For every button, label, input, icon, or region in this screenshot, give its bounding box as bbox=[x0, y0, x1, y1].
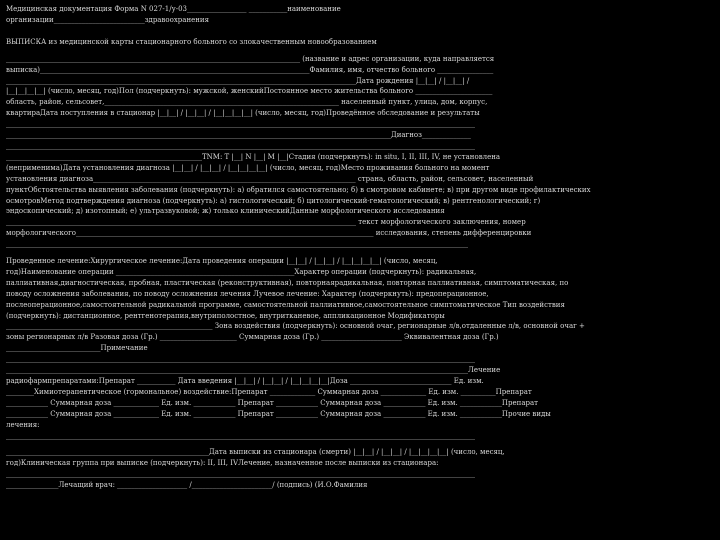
form-line: ______________________________________________________________________________________________________________Диагноз______________ bbox=[6, 131, 471, 140]
form-line: осмотровМетод подтверждения диагноза (подчеркнуть): а) гистологический; б) цитологический-гематологический; в) рентгенологический; г) bbox=[6, 196, 541, 205]
form-line: ____________ Суммарная доза _____________ Ед. изм. ____________ Препарат ____________ Суммарная доза ____________ Ед. изм. ____________Препарат bbox=[6, 398, 539, 407]
form-line: пунктОбстоятельства выявления заболевания (подчеркнуть): а) обратился самостоятельно; б) в смотровом кабинете; в) при другом виде профилактических bbox=[6, 185, 591, 194]
form-line: ___________________________Примечание bbox=[6, 344, 148, 353]
form-line: ____________________________________________________________________________________________________ текст морфологического заключения, номер bbox=[6, 218, 526, 227]
form-line: ____________________________________________________________________________________ (название и адрес организации, куда направляется bbox=[6, 54, 495, 63]
form-line: |__|__|__|__| (число, месяц, год)Пол (подчеркнуть): мужской, женскийПостоянное место жительства больного ______________________ bbox=[6, 87, 493, 96]
form-line: радиофармпрепаратами:Препарат ___________ Дата введения |__|__| / |__|__| / |__|__|__|__|Доза _____________________________ Ед. изм. bbox=[6, 377, 484, 385]
form-line: ____________________________________________________________________________________________________________________________________ bbox=[6, 240, 468, 249]
form-line: зоны регионарных л/в Разовая доза (Гр.) ______________________ Суммарная доза (Гр.) _______________________ Эквивалентная доза (Гр.) bbox=[6, 333, 499, 342]
form-line: лечения: bbox=[6, 420, 40, 429]
form-line: паллиативная,диагностическая, пробная, пластическая (реконструктивная), повторнаярадикальная, повторная паллиативная, симптоматическая, по bbox=[6, 278, 569, 287]
form-line: год)Наименование операции ___________________________________________________Характер операции (подчеркнуть): радикальная, bbox=[6, 267, 477, 276]
form-line: квартираДата поступления в стационар |__|__| / |__|__| / |__|__|__|__| (число, месяц, год)Проведённое обследование и результаты bbox=[6, 109, 480, 118]
form-line: ________________________________________________________TNM: T |__| N |__| M |__|Стадия (подчеркнуть): in situ, I, II, III, IV, не установлена bbox=[6, 152, 501, 161]
form-line: ______________________________________________________________________________________________________________________________________ bbox=[6, 355, 475, 364]
form-line: установления диагноза___________________________________________________________________________ страна, область, район, сельсовет, населенный bbox=[6, 174, 534, 183]
header-line-1: Медицинская документация Форма N 027-1/у-03_________________ ___________наименование bbox=[6, 5, 341, 13]
form-line: ____________ Суммарная доза _____________ Ед. изм. ____________ Препарат ____________ Суммарная доза ____________ Ед. изм. ____________Прочие виды bbox=[6, 409, 551, 418]
form-line: выписка)_____________________________________________________________________________Фамилия, имя, отчество больного ________________ bbox=[6, 65, 494, 74]
patient-section bbox=[6, 54, 712, 250]
form-line: ____________________________________________________________________________________________________________________________________Лечение bbox=[6, 366, 501, 375]
treatment-section bbox=[6, 256, 712, 441]
form-line: область, район, сельсовет,___________________________________________________________________ населенный пункт, улица, дом, корпус, bbox=[6, 98, 488, 107]
discharge-section bbox=[6, 447, 712, 491]
form-line: поводу осложнения заболевания, по поводу осложнения лечения Лучевое лечение: Характер (подчеркнуть): предоперационное, bbox=[6, 289, 489, 298]
form-line: ______________________________________________________________________________________________________________________________________ bbox=[6, 120, 475, 129]
form-line: ______________________________________________________________________________________________________________________________________ bbox=[6, 470, 475, 479]
form-line: (неприменима)Дата установления диагноза |__|__| / |__|__| / |__|__|__|__| (число, месяц, год)Место проживания больного на момент bbox=[6, 163, 490, 172]
form-line: ______________________________________________________________________________________________________________________________________ bbox=[6, 141, 475, 150]
form-line: Проведенное лечение:Хирургическое лечение:Дата проведения операции |__|__| / |__|__| / |__|__|__|__| (число, месяц, bbox=[6, 257, 438, 266]
form-line: эндоскопический; д) изотопный; е) ультразвуковой; ж) только клиническийДанные морфологического исследования bbox=[6, 207, 445, 216]
form-line: ___________________________________________________________ Зона воздействия (подчеркнуть): основной очаг, регионарные л/в,отдаленные л/в, основной очаг + bbox=[6, 322, 585, 331]
form-line: ____________________________________________________________________________________________________Дата рождения |__|__| / |__|__| / bbox=[6, 76, 470, 85]
form-line: послеоперационное,самостоятельной радикальной программе, самостоятельной паллиативное,самостоятельное симптоматическое Тип воздействия bbox=[6, 300, 565, 309]
form-line: ________Химиотерапевтическое (гормональное) воздействие:Препарат _____________ Суммарная доза _____________ Ед. изм. __________Препарат bbox=[6, 387, 532, 396]
form-line: ______________________________________________________________________________________________________________________________________ bbox=[6, 431, 475, 440]
header-line-2: организации__________________________здравоохранения bbox=[6, 15, 209, 24]
signature-line: _______________Лечащий врач: ____________________ /_______________________/ (подпись) (И.О.Фамилия bbox=[6, 481, 368, 490]
form-line: год)Клиническая группа при выписке (подчеркнуть): II, III, IVЛечение, назначенное после выписки из стационара: bbox=[6, 459, 439, 468]
form-line: морфологического_____________________________________________________________________________________ исследования, степень дифференцировки bbox=[6, 229, 532, 238]
document-title: ВЫПИСКА из медицинской карты стационарного больного со злокачественным новообразованием bbox=[6, 37, 377, 46]
form-line: (подчеркнуть): дистанционное, рентгенотерапия,внутриполостное, внутритканевое, аппликационное Модификаторы bbox=[6, 311, 445, 320]
form-line: __________________________________________________________Дата выписки из стационара (смерти) |__|__| / |__|__| / |__|__|__|__| (число, месяц, bbox=[6, 448, 505, 457]
